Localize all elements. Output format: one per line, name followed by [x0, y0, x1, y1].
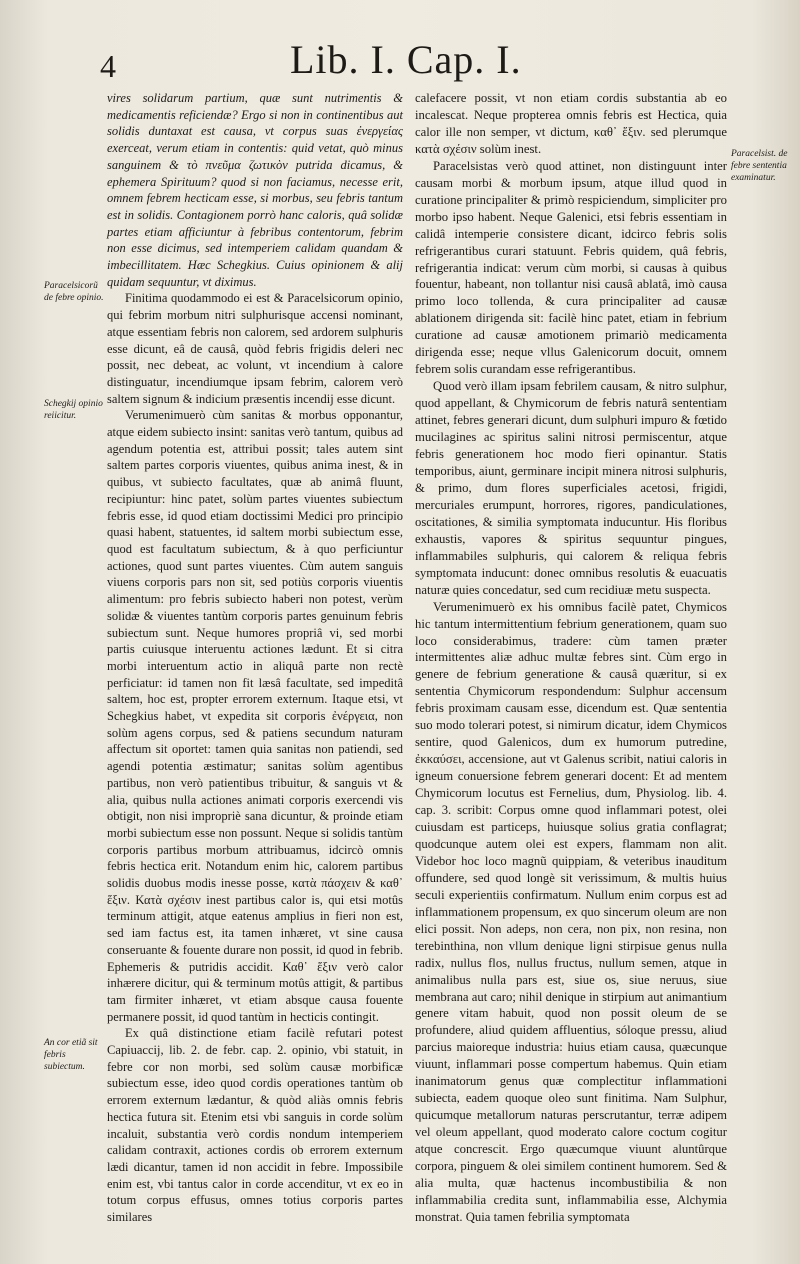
left-text-column	[107, 90, 403, 1226]
paragraph: Finitima quodammodo ei est & Paracelsicorum opinio, qui febrim morbum nitri sulphurisque accensi nominant, atque essentiam febris non calorem, sed ardorem sulphuris esse dicunt, eâ de causâ, quòd febris frigidis deleri nec possit, nec debeat, ac volunt, vt incendium à calore distinguatur, incendiumque ipsam febrim, calorem verò saltem signum & indicium præsentis incendij esse dicunt.	[107, 291, 403, 406]
paragraph: Paracelsistas verò quod attinet, non distinguunt inter causam morbi & morbum ipsum, atque illud quod in curatione principaliter & primò respiciendum, simpliciter pro morbo ipso habent. Neque Galenici, etsi febris essentiam in calidâ intemperie consistere dicant, idcirco febris solis refrigerantibus curari statuunt. Febris quidem, quâ febris, refrigerantia indicat: verum cùm morbi, si causas à quibus fouentur, habeant, non tollantur nisi causâ ablatâ, imò causa primo loco tollenda, & cura principaliter ad causæ ablationem dirigenda sit: facilè hinc patet, etiam in febrium curatione ad causæ amotionem primariò medicamenta dirigenda esse; neque vllus Galenicorum docuit, omnem febrem solis curandam esse refrigerantibus.	[415, 158, 727, 377]
right-text-column	[415, 90, 727, 1226]
paragraph: Quod verò illam ipsam febrilem causam, & nitro sulphur, quod appellant, & Chymicorum de febris naturâ sententiam attinet, febres generari dicunt, dum sulphuri impuro & fœtido mucilagines ac spiritus salini nitrosi permiscentur, atque febris generationem hoc modo fieri opinantur. Statis temporibus, aiunt, germinare incipit minera nitrosi sulphuris, & primo, dum flores superficiales acetosi, frigidi, mercuriales erumpunt, horrores, rigores, pandiculationes, oscitationes, & similia symptomata inducuntur. His floribus exhaustis, vapores & spiritus sequuntur pingues, inflammabiles sulphuris, qui calorem & reliqua febris symptomata inducunt: donec omnibus resolutis & euacuatis naturæ quies concedatur, sed cum recidiuæ metu suspecta.	[415, 379, 727, 597]
paragraph: vires solidarum partium, quæ sunt nutrimentis & medicamentis reficiendæ? Ergo si non in continentibus aut solidis duntaxat est causa, vt corpus suas ἐνεργείας exerceat, verum etiam in contentis: quid vetat, quò minus sanguinem & τὸ πνεῦμα ζωτικὸν putrida dicamus, & ephemera Spirituum? quod si non faciamus, necesse erit, omnem febrem hecticam esse, si morbus, seu febris tantum est in solidis. Contagionem porrò hanc caloris, quâ solidæ partes etiam afficiuntur à febribus contentorum, febrim non esse dicimus, sed intemperiem calidam quandam & imbecillitatem. Hæc Schegkius. Cuius opinionem & alij quidam sequuntur, vt diximus.	[107, 91, 403, 289]
margin-note-paracelsist: Paracelsist. de febre sententia examinatur.	[731, 149, 788, 183]
margin-note-schegkij: Schegkij opinio reiicitur.	[44, 399, 103, 421]
page-number: 4	[100, 48, 116, 84]
paragraph: Ex quâ distinctione etiam facilè refutari potest Capiuaccij, lib. 2. de febr. cap. 2. opinio, vbi statuit, in febre cor non morbi, sed solùm causæ morbificæ subiectum esse, ideo quod cordis operationes tantùm ob errorem externum lædantur, & quòd aliàs omnis febris hectica futura sit. Etenim etsi vbi sanguis in corde solùm incaluit, substantia verò cordis nondum intemperiem calidam contraxit, actiones cordis ob errorem externum lædi dicantur, tamen id non accidit in febre. Impossibile enim est, vbi tantus calor in corde accenditur, vt ex eo in totum corpus effusus, omnes totius corporis partes similares	[107, 1026, 403, 1225]
paragraph: Verumenimuerò ex his omnibus facilè patet, Chymicos hic tantum intermittentium febrium generationem, quam suo loco considerabimus, tradere: cùm tamen præter intermittentes aliæ adhuc multæ febres sint. Cùm ergo in genere de febrium generatione & causâ quæritur, si ex sententia Chymicorum respondendum: Sulphur accensum febris proximam causam esse, dicendum est. Quæ sententia suo modo tolerari potest, si nimirum dicatur, idem Chymicos sentire, quod Galenicos, dum ex humorum putredine, ἐκκαύσει, accensione, aut vt Galenus scribit, natiui caloris in igneum conuersione febrem generari docent: Et ad mentem Chymicorum locutus est Fernelius, dum, Physiolog. lib. 4. cap. 3. scribit: Corpus omne quod inflammari potest, olei cuiusdam est particeps, huiusque solius gratia conflagrat; quodcunque autem olei est expers, flammam non alit. Videbor hoc loco magnũ quippiam, & veteribus inauditum offundere, sed quod longè sit verissimum, & multis huius seculi experientiis confirmatum. Nullum enim corpus est ad inflammationem propensum, ex quo sincerum oleum are non elici possit. Non adeps, non cera, non pix, non resina, non terebinthina, non vllum denique ligni stirpisue genus nulla radix, nullus flos, nullus fructus, nullum semen, atque in animalibus nulla pars est, siue os, siue neruus, siue membrana aut caro; nihil denique in stirpium aut animantium genere vitam habuit, quod non possit oleum de se profundere, aliud quidem affluentius, sóloque pressu, aliud parcius maioreque industria: huius etiam causa, quæcunque viuunt, inflammari posse compertum habemus. Quin etiam inanimatorum genus quæ complectitur inflammationi subiecta, eadem quoque oleo sunt finitima. Nam Sulphur, quicumque metallorum naturas perscrutantur, terræ adipem vel oleum appellant, quod moderato calore coctum cogitur atque concrescit. Ergo quæcumque viuunt aluntûrque corpora, pinguem & olei similem continent humorem. Sed & alia multa, quæ hactenus incombustibilia & non inflammabilia credita sunt, inflammabilia esse, Alchymia monstrat. Quia tamen febrilia symptomata	[415, 599, 727, 1224]
margin-note-paracelsicorum: Paracelsicorũ de febre opinio.	[44, 281, 104, 303]
paragraph: Verumenimuerò cùm sanitas & morbus opponantur, atque eidem subiecto insint: sanitas verò tantum, quibus ad agendum potentia est, attribui possit; tales autem sint saltem partes corporis viuentes, quibus anima inest, & in quibus, vt subiecto facultates, quæ ab animâ fluunt, recipiuntur: hinc patet, solùm partes viuentes subiectum febris esse, id quod etiam doctissimi Medici pro principio quasi habent, statuentes, id saltem morbi subiectum esse, quod est facultatum subiectum, & à quo perficiuntur actiones, quod sunt partes viuentes. Cùm autem sanguis viuens corporis pars non sit, sed potiùs corporis viuentis alimentum: pro febris subiecto haberi non potest, verùm solidæ & viuentes tantùm corporis partes genuinum febris subiectum sunt. Neque humores propriâ vi, sed morbi partis cuiusque interuentu actiones lædunt. Et si citra morbi interuentum actio in aliquâ parte non rectè perficiatur: id tamen non fit læsâ facultate, sed impeditâ saltem, hoc est, propter errorem externum. Itaque etsi, vt Schegkius habet, vt expedita sit corporis ἐνέργεια, non solùm agens corpus, sed & patiens secundum naturam affectum sit oportet: tamen quia sanitas non patiendi, sed agendi potentia æstimatur; sanitas solùm agentibus partibus, non verò patientibus tribuitur, & sanguis vt & alia, quibus nulla actiones animati corporis exercendi vis obtigit, non nisi impropriè sana dicuntur, & proinde etiam morbi subiectum esse non possunt. Neque si solidis tantùm corporis partibus morbum attribuamus, idcircò omnis febris hectica erit. Notandum enim hic, calorem partibus solidis duobus modis inesse posse, κατὰ πάσχειν & καθ᾽ ἕξιν. Κατὰ σχέσιν inest partibus calor is, qui etsi motûs terminum attigit, atque eatenus amplius in fieri non est, sed iam factus est, ita tamen inhæret, vt sine causa conseruante & fouente durare non possit, id quod in febrib. Ephemeris & putridis accidit. Καθ᾽ ἕξιν verò calor inhærere dicitur, qui & terminum motûs attigit, & partibus tam firmiter inhæret, vt etiam absque causa fouente permanere possit, id quod tantùm in hecticis contingit.	[107, 408, 403, 1024]
running-head: Lib. I. Cap. I.	[290, 37, 522, 82]
paragraph: calefacere possit, vt non etiam cordis substantia ab eo incalescat. Neque propterea omnis febris est Hectica, quia calor ille non semper, vt dictum, καθ᾽ ἕξιν. sed plerumque κατὰ σχέσιν solùm inest.	[415, 91, 727, 156]
margin-note-an-cor: An cor etiã sit febris subiectum.	[44, 1038, 98, 1072]
